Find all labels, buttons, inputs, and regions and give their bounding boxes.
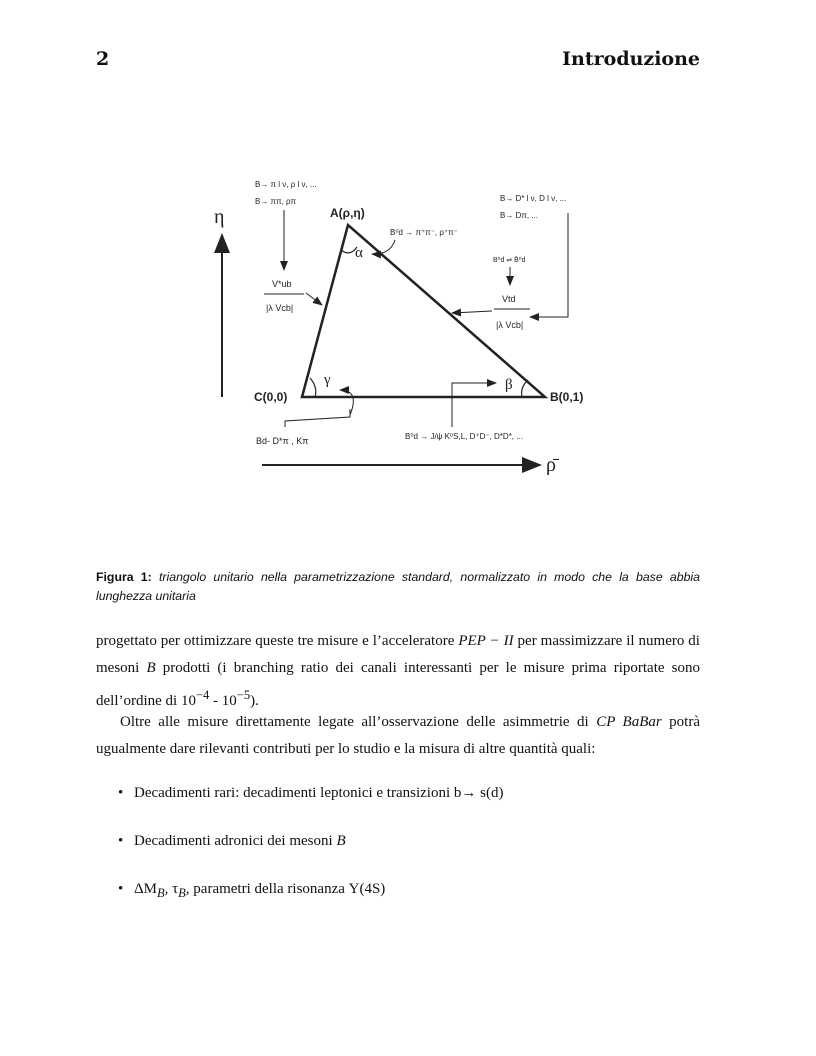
beta-label: β xyxy=(505,377,513,393)
vub-pointer xyxy=(306,293,322,305)
unitarity-triangle-figure xyxy=(200,165,620,475)
right-bracket-line xyxy=(530,213,568,317)
bullet-icon: • xyxy=(118,833,124,849)
bullet-list xyxy=(118,781,698,925)
p1-exp-2: −5 xyxy=(236,688,251,702)
left-decay-line-1: B→ π l ν, ρ l ν, ... xyxy=(255,180,317,189)
gamma-label: γ xyxy=(324,372,331,388)
bullet-2-text: Decadimenti adronici dei mesoni xyxy=(134,833,337,849)
list-item xyxy=(118,781,698,829)
rho-axis-label: ρ̄ xyxy=(546,454,556,475)
figure-diagram xyxy=(200,165,620,475)
p2-text-a: Oltre alle misure direttamente legate all’osservazione delle asimmetrie di xyxy=(120,714,597,730)
bullet-icon: • xyxy=(118,881,124,897)
list-item xyxy=(118,877,698,925)
vtd-numerator: Vtd xyxy=(502,294,516,304)
p1-pep: PEP − II xyxy=(458,633,514,649)
p1-B: B xyxy=(146,660,156,676)
vtd-pointer xyxy=(452,311,492,313)
bullet-3-text: , parametri della risonanza Υ(4S) xyxy=(185,881,386,897)
left-decay-line-2: B→ ππ, ρπ xyxy=(255,197,296,206)
p1-text-d: - 10 xyxy=(209,693,237,709)
p1-text-a: progettato per ottimizzare queste tre misure e l’acceleratore xyxy=(96,633,459,649)
bullet-3-sub-2: B xyxy=(178,886,186,900)
p1-text-b: per massimizzare il numero di mesoni xyxy=(96,633,700,676)
right-decay-line-1: B→ D* l ν, D l ν, ... xyxy=(500,194,567,203)
page-number: 2 xyxy=(96,48,110,70)
beta-pointer xyxy=(452,383,496,427)
bullet-3-delta-m: ΔM xyxy=(134,881,157,897)
bullet-3-tau: , τ xyxy=(164,881,179,897)
beta-decay-label: B⁰d → J/ψ K⁰S,L, D⁺D⁻, D*D*, ... xyxy=(405,432,523,441)
bullet-1-text: Decadimenti rari: decadimenti leptonici e transizioni b→ s(d) xyxy=(134,785,504,801)
paragraph-1 xyxy=(96,628,700,715)
vertex-c-label: C(0,0) xyxy=(254,390,288,404)
vub-denominator: |λ Vcb| xyxy=(266,303,294,313)
vertex-a-label: A(ρ,η) xyxy=(330,206,365,220)
caption-text: triangolo unitario nella parametrizzazione standard, normalizzato in modo che la base abbia lunghezza unitaria xyxy=(96,570,700,603)
gamma-decay-label: Bd- D*π , Kπ xyxy=(256,436,309,446)
unitarity-triangle xyxy=(302,225,545,397)
mixing-label: B⁰d ⇌ B̄⁰d xyxy=(493,257,526,264)
alpha-decay-label: B⁰d → π⁺π⁻, ρ⁺π⁻ xyxy=(390,228,458,237)
vtd-denominator: |λ Vcb| xyxy=(496,320,524,330)
p1-text-e: ). xyxy=(250,693,259,709)
bullet-2-B: B xyxy=(336,833,346,849)
alpha-pointer xyxy=(372,240,395,254)
gamma-link xyxy=(340,390,353,415)
p2-cp-babar: CP BaBar xyxy=(596,714,662,730)
paragraph-2 xyxy=(96,709,700,763)
vub-numerator: V*ub xyxy=(272,279,292,289)
bullet-3-sub-1: B xyxy=(156,886,165,900)
alpha-label: α xyxy=(355,245,363,261)
list-item xyxy=(118,829,698,877)
running-title: Introduzione xyxy=(562,48,700,70)
caption-label: Figura 1 xyxy=(96,570,148,584)
figure-caption: Figura 1: triangolo unitario nella parametrizzazione standard, normalizzato in modo che la base abbia lunghezza unitaria xyxy=(96,570,700,603)
eta-axis-label: η xyxy=(214,206,225,228)
gamma-arc xyxy=(310,378,316,397)
bullet-icon: • xyxy=(118,785,124,801)
p1-text-c: prodotti (i branching ratio dei canali interessanti per le misure prima riportate sono dell’ordine di 10 xyxy=(96,660,700,709)
p1-exp-1: −4 xyxy=(195,688,210,702)
p2-text-b: potrà ugualmente dare rilevanti contributi per lo studio e la misura di altre quantità quali: xyxy=(96,714,701,757)
right-decay-line-2: B→ Dπ, ... xyxy=(500,211,538,220)
vertex-b-label: B(0,1) xyxy=(550,390,584,404)
gamma-pointer xyxy=(285,409,350,427)
